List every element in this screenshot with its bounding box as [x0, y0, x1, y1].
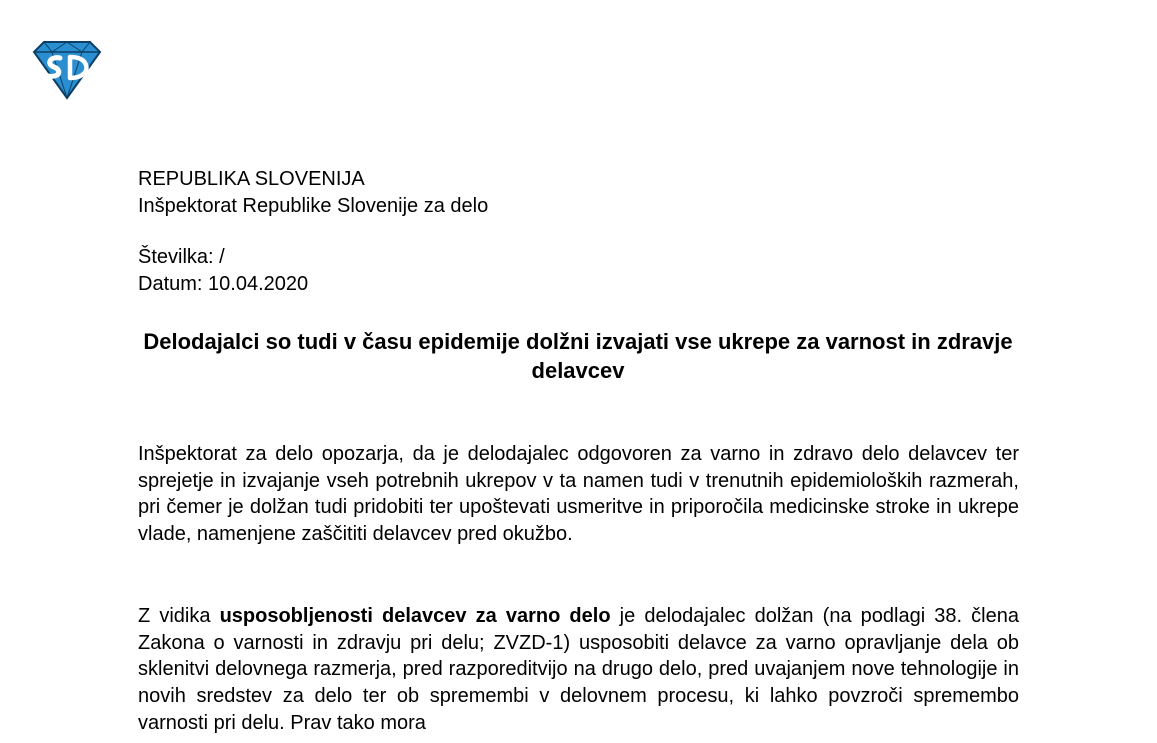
institution-name: Inšpektorat Republike Slovenije za delo — [138, 195, 489, 217]
document-meta — [138, 244, 308, 298]
institution-header — [138, 166, 488, 220]
document-title: Delodajalci so tudi v času epidemije dolžni izvajati vse ukrepe za varnost in zdravje delavcev — [143, 329, 1013, 383]
document-date: Datum: 10.04.2020 — [138, 273, 309, 295]
country-name: REPUBLIKA SLOVENIJA — [138, 168, 365, 190]
paragraph-2-emphasis: usposobljenosti delavcev za varno delo — [219, 605, 611, 627]
body-paragraph-1: Inšpektorat za delo opozarja, da je delodajalec odgovoren za varno in zdravo delo delavcev ter sprejetje in izvajanje vseh potrebnih ukrepov v ta namen tudi v trenutnih epidemioloških razmerah, pri čemer je dolžan tudi pridobiti ter upoštevati usmeritve in priporočila medicinske stroke in ukrepe vlade, namenjene zaščititi delavcev pred okužbo. — [138, 443, 1019, 546]
document-number: Številka: / — [138, 246, 225, 268]
paragraph-2-rest: je delodajalec dolžan (na podlagi 38. člena Zakona o varnosti in zdravju pri delu; ZVZD-1) usposobiti delavce za varno opravljanje dela ob sklenitvi delovnega razmerja, pred razporeditvijo na drugo delo, pred uvajanjem nove tehnologije in novih sredstev za delo ter ob spremembi v delovnem procesu, ki lahko povzroči spremembo varnosti pri delu. Prav tako mora — [138, 605, 1019, 734]
body-paragraph-2 — [138, 603, 1019, 737]
sd-diamond-logo-icon — [30, 40, 104, 100]
paragraph-2-lead: Z vidika — [138, 605, 220, 627]
